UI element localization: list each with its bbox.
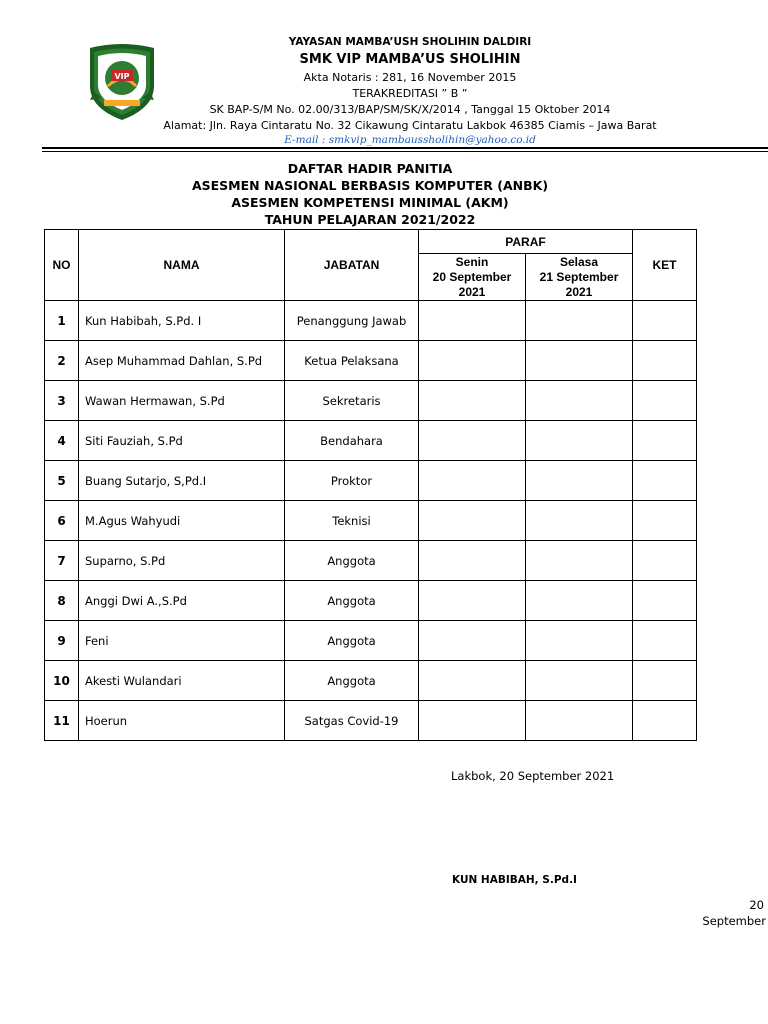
row-name: Asep Muhammad Dahlan, S.Pd — [79, 341, 285, 381]
table-row — [45, 501, 697, 541]
row-notes[interactable] — [633, 461, 697, 501]
row-signature-day1[interactable] — [419, 461, 526, 501]
header-name: NAMA — [79, 230, 285, 301]
row-number: 5 — [45, 461, 79, 501]
row-number: 6 — [45, 501, 79, 541]
row-signature-day1[interactable] — [419, 501, 526, 541]
logo-text: VIP — [114, 72, 130, 81]
signer-name: KUN HABIBAH, S.Pd.I — [452, 874, 577, 886]
row-signature-day1[interactable] — [419, 381, 526, 421]
row-notes[interactable] — [633, 541, 697, 581]
header-day2-date: 21 September — [539, 270, 619, 284]
row-number: 2 — [45, 341, 79, 381]
row-number: 9 — [45, 621, 79, 661]
row-notes[interactable] — [633, 421, 697, 461]
header-day1 — [419, 254, 526, 301]
row-position: Penanggung Jawab — [285, 301, 419, 341]
row-number: 3 — [45, 381, 79, 421]
row-signature-day2[interactable] — [526, 301, 633, 341]
row-notes[interactable] — [633, 661, 697, 701]
row-signature-day2[interactable] — [526, 461, 633, 501]
row-position: Anggota — [285, 541, 419, 581]
row-signature-day2[interactable] — [526, 621, 633, 661]
academic-year: TAHUN PELAJARAN 2021/2022 — [264, 212, 476, 227]
row-position: Anggota — [285, 621, 419, 661]
row-notes[interactable] — [633, 341, 697, 381]
row-signature-day2[interactable] — [526, 341, 633, 381]
row-notes[interactable] — [633, 621, 697, 661]
attendance-table — [44, 229, 697, 741]
row-name: Wawan Hermawan, S.Pd — [79, 381, 285, 421]
row-name: M.Agus Wahyudi — [79, 501, 285, 541]
header-day1-day: Senin — [455, 255, 489, 269]
row-name: Akesti Wulandari — [79, 661, 285, 701]
row-name: Siti Fauziah, S.Pd — [79, 421, 285, 461]
table-row — [45, 661, 697, 701]
row-position: Anggota — [285, 581, 419, 621]
header-day2-year: 2021 — [565, 285, 593, 299]
foundation-name: YAYASAN MAMBA’USH SHOLIHIN DALDIRI — [288, 36, 532, 48]
table-header-row — [45, 230, 697, 254]
table-row — [45, 301, 697, 341]
header-no: NO — [45, 230, 79, 301]
row-signature-day1[interactable] — [419, 301, 526, 341]
row-position: Anggota — [285, 661, 419, 701]
table-row — [45, 341, 697, 381]
row-name: Feni — [79, 621, 285, 661]
row-notes[interactable] — [633, 381, 697, 421]
row-name: Suparno, S.Pd — [79, 541, 285, 581]
row-signature-day2[interactable] — [526, 581, 633, 621]
row-signature-day1[interactable] — [419, 421, 526, 461]
row-number: 10 — [45, 661, 79, 701]
row-signature-day2[interactable] — [526, 421, 633, 461]
row-notes[interactable] — [633, 301, 697, 341]
document-title: DAFTAR HADIR PANITIA — [287, 161, 453, 176]
school-address: Alamat: Jln. Raya Cintaratu No. 32 Cikawung Cintaratu Lakbok 46385 Ciamis – Jawa Barat — [163, 119, 657, 132]
place-date: Lakbok, 20 September 2021 — [451, 769, 615, 783]
row-notes[interactable] — [633, 701, 697, 741]
row-position: Sekretaris — [285, 381, 419, 421]
row-position: Satgas Covid-19 — [285, 701, 419, 741]
document-subtitle-anbk: ASESMEN NASIONAL BERBASIS KOMPUTER (ANBK) — [191, 178, 549, 193]
row-notes[interactable] — [633, 501, 697, 541]
row-signature-day2[interactable] — [526, 501, 633, 541]
row-position: Proktor — [285, 461, 419, 501]
footer-month: September — [702, 914, 766, 928]
row-signature-day2[interactable] — [526, 381, 633, 421]
table-row — [45, 621, 697, 661]
row-name: Kun Habibah, S.Pd. I — [79, 301, 285, 341]
row-signature-day2[interactable] — [526, 701, 633, 741]
header-notes: KET — [633, 230, 697, 301]
table-row — [45, 581, 697, 621]
decree-number: SK BAP-S/M No. 02.00/313/BAP/SM/SK/X/2014 , Tanggal 15 Oktober 2014 — [209, 103, 611, 116]
row-position: Bendahara — [285, 421, 419, 461]
table-row — [45, 461, 697, 501]
header-day1-year: 2021 — [458, 285, 486, 299]
row-signature-day1[interactable] — [419, 701, 526, 741]
row-signature-day1[interactable] — [419, 341, 526, 381]
row-position: Teknisi — [285, 501, 419, 541]
school-email[interactable]: E-mail : smkvip_mambaussholihin@yahoo.co.id — [284, 134, 536, 146]
row-number: 8 — [45, 581, 79, 621]
accreditation: TERAKREDITASI ” B ” — [352, 87, 468, 100]
row-number: 4 — [45, 421, 79, 461]
header-day1-date: 20 September — [432, 270, 512, 284]
notary-deed: Akta Notaris : 281, 16 November 2015 — [303, 71, 517, 84]
letterhead-divider-thin — [42, 151, 768, 152]
row-number: 7 — [45, 541, 79, 581]
header-day2-day: Selasa — [559, 255, 599, 269]
row-signature-day1[interactable] — [419, 621, 526, 661]
row-number: 1 — [45, 301, 79, 341]
row-number: 11 — [45, 701, 79, 741]
row-signature-day2[interactable] — [526, 541, 633, 581]
header-position: JABATAN — [285, 230, 419, 301]
row-notes[interactable] — [633, 581, 697, 621]
row-signature-day2[interactable] — [526, 661, 633, 701]
row-name: Hoerun — [79, 701, 285, 741]
row-name: Anggi Dwi A.,S.Pd — [79, 581, 285, 621]
document-subtitle-akm: ASESMEN KOMPETENSI MINIMAL (AKM) — [231, 195, 509, 210]
footer-day: 20 — [749, 898, 764, 912]
header-paraf: PARAF — [419, 230, 633, 254]
row-name: Buang Sutarjo, S,Pd.I — [79, 461, 285, 501]
row-signature-day1[interactable] — [419, 581, 526, 621]
row-position: Ketua Pelaksana — [285, 341, 419, 381]
row-signature-day1[interactable] — [419, 661, 526, 701]
school-name: SMK VIP MAMBA’US SHOLIHIN — [299, 52, 521, 67]
table-row — [45, 421, 697, 461]
table-row — [45, 541, 697, 581]
table-row — [45, 381, 697, 421]
table-row — [45, 701, 697, 741]
header-day2 — [526, 254, 633, 301]
row-signature-day1[interactable] — [419, 541, 526, 581]
letterhead-divider-thick — [42, 147, 768, 149]
